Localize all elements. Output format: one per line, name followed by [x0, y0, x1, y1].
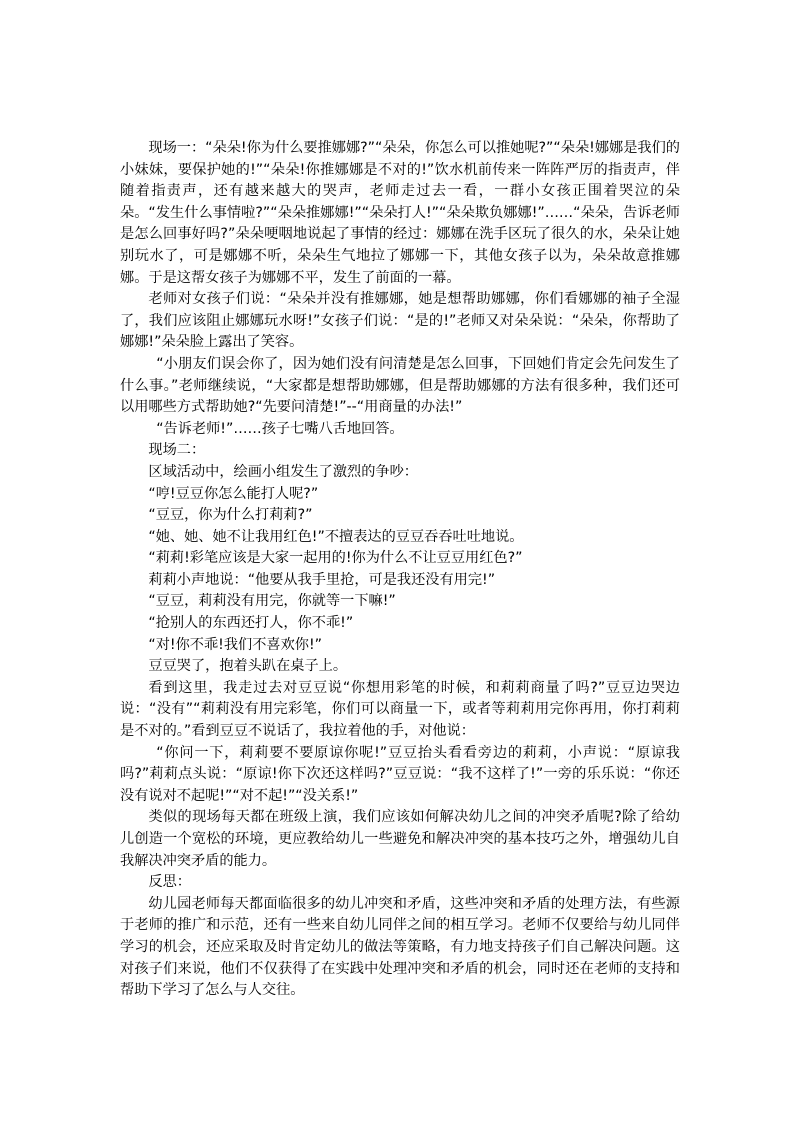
paragraph-dialogue-5: 莉莉小声地说：“他要从我手里抢，可是我还没有用完!” — [148, 571, 496, 588]
paragraph-dialogue-7: “抢别人的东西还打人，你不乖!” — [148, 615, 354, 632]
paragraph-doudou-cries: 豆豆哭了，抱着头趴在桌子上。 — [148, 658, 348, 675]
paragraph-dialogue-4: “莉莉!彩笔应该是大家一起用的!你为什么不让豆豆用红色?” — [148, 550, 523, 567]
paragraph-area-activity: 区域活动中，绘画小组发生了激烈的争吵： — [148, 463, 418, 480]
paragraph-misunderstanding: “小朋友们误会你了，因为她们没有问清楚是怎么回事，下回她们肯定会先问发生了什么事。”老师继续说，“大家都是想帮助娜娜，但是帮助娜娜的方法有很多种，我们还可以用哪些方式帮助她?“先要问清楚!”--“用商量的办法!” — [120, 355, 680, 416]
paragraph-scene-one: 现场一：“朵朵!你为什么要推娜娜?”“朵朵，你怎么可以推她呢?”“朵朵!娜娜是我们的小妹妹，要保护她的!”“朵朵!你推娜娜是不对的!”饮水机前传来一阵阵严厉的指责声，伴随着指责声，还有越来越大的哭声，老师走过去一看，一群小女孩正围着哭泣的朵朵。“发生什么事情啦?”“朵朵推娜娜!”“朵朵打人!”“朵朵欺负娜娜!”……“朵朵，告诉老师是怎么回事好吗?”朵朵哽咽地说起了事情的经过：娜娜在洗手区玩了很久的水，朵朵让她别玩水了，可是娜娜不听，朵朵生气地拉了娜娜一下，其他女孩子以为，朵朵故意推娜娜。于是这帮女孩子为娜娜不平，发生了前面的一幕。 — [120, 140, 680, 286]
paragraph-dialogue-3: “她、她、她不让我用红色!”不擅表达的豆豆吞吞吐吐地说。 — [148, 528, 524, 545]
paragraph-dialogue-1: “哼!豆豆你怎么能打人呢?” — [148, 485, 319, 502]
paragraph-reconciliation: “你问一下，莉莉要不要原谅你呢!”豆豆抬头看看旁边的莉莉，小声说：“原谅我吗?”莉莉点头说：“原谅!你下次还这样吗?”豆豆说：“我不这样了!”一旁的乐乐说：“你还没有说对不起呢!”“对不起!”“没关系!” — [120, 744, 680, 804]
document-body — [120, 138, 680, 1002]
paragraph-dialogue-6: “豆豆，莉莉没有用完，你就等一下嘛!” — [148, 593, 396, 610]
paragraph-dialogue-2: “豆豆，你为什么打莉莉?” — [148, 507, 313, 524]
paragraph-reflection-heading: 反思： — [148, 874, 191, 891]
paragraph-teacher-to-girls: 老师对女孩子们说：“朵朵并没有推娜娜，她是想帮助娜娜，你们看娜娜的袖子全湿了，我们应该阻止娜娜玩水呀!”女孩子们说：“是的!”老师又对朵朵说：“朵朵，你帮助了娜娜!”朵朵脸上露出了笑容。 — [120, 291, 680, 351]
paragraph-reflection: 幼儿园老师每天都面临很多的幼儿冲突和矛盾，这些冲突和矛盾的处理方法，有些源于老师的推广和示范，还有一些来自幼儿同伴之间的相互学习。老师不仅要给与幼儿同伴学习的机会，还应采取及时肯定幼儿的做法等策略，有力地支持孩子们自己解决问题。这对孩子们来说，他们不仅获得了在实践中处理冲突和矛盾的机会，同时还在老师的支持和帮助下学习了怎么与人交往。 — [120, 895, 680, 999]
paragraph-children-answer: “告诉老师!”……孩子七嘴八舌地回答。 — [156, 420, 404, 437]
paragraph-teacher-intervenes: 看到这里，我走过去对豆豆说“你想用彩笔的时候，和莉莉商量了吗?”豆豆边哭边说：“没有”“莉莉没有用完彩笔，你们可以商量一下，或者等莉莉用完你再用，你打莉莉是不对的。”看到豆豆不说话了，我拉着他的手，对他说： — [120, 679, 680, 740]
paragraph-dialogue-8: “对!你不乖!我们不喜欢你!” — [148, 636, 323, 653]
paragraph-summary: 类似的现场每天都在班级上演，我们应该如何解决幼儿之间的冲突矛盾呢?除了给幼儿创造一个宽松的环境，更应教给幼儿一些避免和解决冲突的基本技巧之外，增强幼儿自我解决冲突矛盾的能力。 — [120, 809, 680, 869]
paragraph-scene-two-heading: 现场二： — [148, 442, 206, 459]
